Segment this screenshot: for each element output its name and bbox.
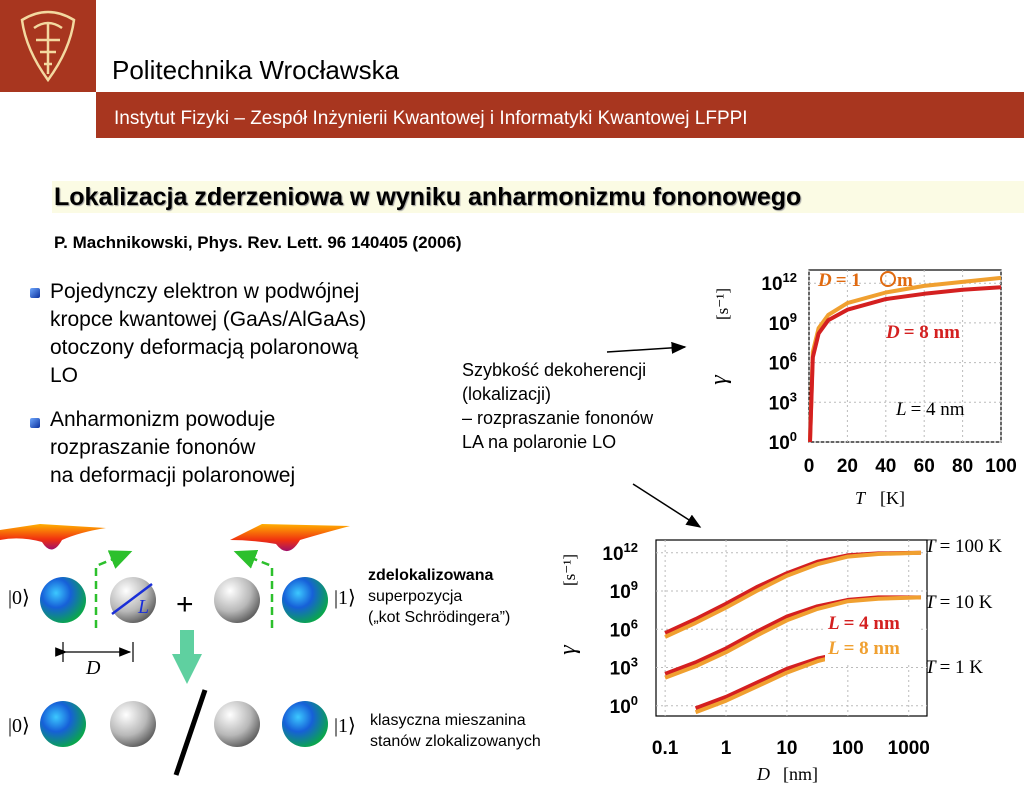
dot-occupied [40,577,86,623]
x-tick-labels [804,456,1017,477]
down-arrow-head [172,654,202,684]
y-tick-label: $10^9$ [609,578,638,604]
svg-text:D= 1 [817,270,861,291]
y-unit-label: [s⁻¹] [560,553,579,587]
legend-L4: L = 4 nm [828,613,900,634]
university-name: Politechnika Wrocławska [112,55,400,85]
y-axis-label: γ [555,645,581,655]
y-tick-label: $10^{12}$ [602,539,638,565]
legend-d1-var: D [818,270,832,291]
bullet-1-line: Pojedynczy elektron w podwójnej [50,280,360,303]
x-axis-unit: [nm] [783,764,818,784]
x-tick-label: 0.1 [651,738,679,759]
y-unit-label: [s⁻¹] [713,287,732,321]
legend-d8-text: = 8 nm [903,322,960,343]
annotation-line: Szybkość dekoherencji [462,360,647,380]
dot-empty [214,701,260,747]
ket-0-bottom: |0⟩ [8,715,30,737]
institute-name: Instytut Fizyki – Zespół Inżynierii Kwantowej i Informatyki Kwantowej LFPPI [114,108,748,129]
annotation-L: L = 4 nm [896,399,965,420]
x-tick-labels [652,738,930,759]
ket-1-top: |1⟩ [334,587,356,609]
caption-line: stanów zlokalizowanych [370,733,541,750]
x-tick-label: 60 [913,456,935,477]
x-tick-label: 10 [776,738,798,759]
annotation-line: – rozpraszanie fononów [462,408,654,428]
legend-d8-var: D [886,322,900,343]
x-tick-label: 1 [720,738,732,759]
deformation-surface-right [230,524,350,551]
legend-d1-text: = 1 [835,270,861,291]
curve-label-T10: T = 10 K [925,592,993,613]
bullet-2-line: na deformacji polaronowej [50,464,296,487]
deformation-surface-left [0,524,106,550]
legend-d1 [817,270,913,291]
y-tick-labels [761,270,797,454]
dot-empty [214,577,260,623]
x-tick-label: 0 [803,456,815,477]
dot-occupied [40,701,86,747]
mixture-caption [370,710,541,752]
bullet-1-line: LO [50,364,79,387]
legend-L8: L = 8 nm [828,638,900,659]
x-tick-label: 100 [831,738,864,759]
bullet-1-line: kropce kwantowej (GaAs/AlGaAs) [50,308,367,331]
bullet-2-line: Anharmonizm powoduje [50,408,276,431]
y-tick-labels [602,540,638,718]
y-tick-label: $10^6$ [609,616,638,642]
bullet-2-line: rozpraszanie fononów [50,436,256,459]
annotation-line: LA na polaronie LO [462,432,617,452]
slide-title: Lokalizacja zderzeniowa w wyniku anharmonizmu fononowego [54,183,802,211]
x-axis-var: T [855,488,866,508]
plus-sign: + [176,588,194,621]
curve-label-T1: T = 1 K [925,657,984,678]
dot-empty [110,701,156,747]
caption-line: superpozycja [368,588,463,605]
caption-line: klasyczna mieszanina [370,712,526,729]
legend-d1-unit: m [897,270,913,291]
dot-occupied [282,701,328,747]
x-axis-var: D [757,764,770,784]
chart-gamma-vs-T [700,262,1024,512]
y-tick-label: $10^6$ [768,349,797,375]
y-tick-label: $10^3$ [609,654,638,680]
label-D: D [86,657,101,679]
annotation-L-text: = 4 nm [910,399,965,420]
slash-stroke [176,690,205,775]
superposition-caption [368,565,510,628]
caption-line: („kot Schrödingera”) [368,609,511,626]
double-dot-diagram [0,510,380,791]
label-L: L [138,596,150,618]
y-tick-label: $10^9$ [768,309,797,335]
x-tick-label: 80 [952,456,974,477]
chart-gamma-vs-D [555,528,1024,791]
bullet-1-line: otoczony deformacją polaronową [50,336,359,359]
ket-0-top: |0⟩ [8,587,30,609]
y-tick-label: $10^0$ [609,692,638,718]
arrow-to-bottom-chart [633,484,700,527]
ket-1-bottom: |1⟩ [334,715,356,737]
legend-d8 [885,322,960,343]
down-arrow-shaft [180,630,194,654]
legend-d1-glyph [881,272,895,286]
x-axis-unit: [K] [880,488,905,508]
dot-occupied [282,577,328,623]
x-tick-label: 40 [875,456,897,477]
y-axis-label: γ [706,375,732,385]
y-tick-label: $10^3$ [768,389,797,415]
x-tick-label: 20 [836,456,858,477]
annotation-line: (lokalizacji) [462,384,552,404]
y-tick-label: $10^{12}$ [761,270,797,296]
curve-label-T100: T = 100 K [925,536,1003,557]
x-tick-label: 100 [985,456,1017,477]
caption-bold: zdelokalizowana [368,567,494,584]
y-tick-label: $10^0$ [768,429,797,454]
arrow-to-top-chart [607,347,685,352]
reference-citation: P. Machnikowski, Phys. Rev. Lett. 96 140405 (2006) [54,233,462,252]
x-tick-label: 1000 [887,738,930,759]
